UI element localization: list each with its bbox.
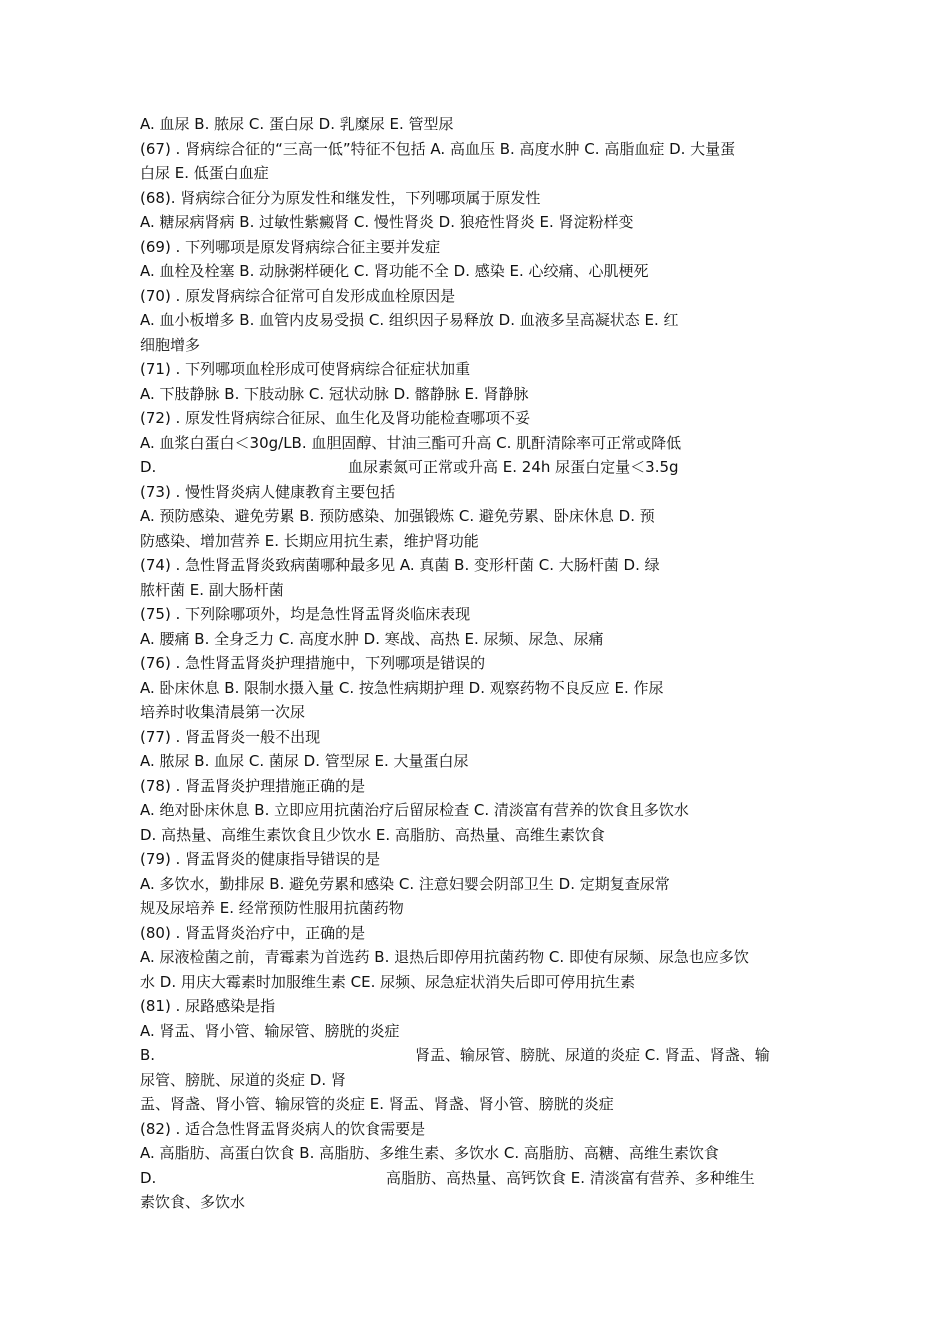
text-line: (69) . 下列哪项是原发肾病综合征主要并发症: [140, 237, 441, 256]
text-line: A. 卧床休息 B. 限制水摄入量 C. 按急性病期护理 D. 观察药物不良反应 E. 作尿: [140, 678, 664, 697]
text-line: A. 肾盂、肾小管、输尿管、膀胱的炎症: [140, 1021, 400, 1040]
text-line: (81) . 尿路感染是指: [140, 997, 276, 1015]
text-line: A. 尿液检菌之前，青霉素为首选药 B. 退热后即停用抗菌药物 C. 即使有尿频、尿急也应多饮: [140, 948, 749, 966]
text-line: A. 多饮水，勤排尿 B. 避免劳累和感染 C. 注意妇婴会阴部卫生 D. 定期复查尿常: [140, 874, 670, 893]
text-line: A. 下肢静脉 B. 下肢动脉 C. 冠状动脉 D. 髂静脉 E. 肾静脉: [140, 384, 529, 403]
text-line: (75) . 下列除哪项外，均是急性肾盂肾炎临床表现: [140, 605, 471, 623]
text-line: 脓杆菌 E. 副大肠杆菌: [140, 580, 284, 599]
text-line: 水 D. 用庆大霉素时加服维生素 CE. 尿频、尿急症状消失后即可停用抗生素: [140, 972, 636, 991]
text-line: (67) . 肾病综合征的“三高一低”特征不包括 A. 高血压 B. 高度水肿 C. 高脂血症 D. 大量蛋: [140, 139, 736, 158]
text-line: 规及尿培养 E. 经常预防性服用抗菌药物: [140, 899, 404, 917]
text-line: A. 脓尿 B. 血尿 C. 菌尿 D. 管型尿 E. 大量蛋白尿: [140, 752, 469, 770]
text-line: 盂、肾盏、肾小管、输尿管的炎症 E. 肾盂、肾盏、肾小管、膀胱的炎症: [140, 1095, 614, 1113]
text-line: A. 高脂肪、高蛋白饮食 B. 高脂肪、多维生素、多饮水 C. 高脂肪、高糖、高维生素饮食: [140, 1144, 719, 1162]
option-letter: B.: [140, 1046, 156, 1064]
option-text: 高脂肪、高热量、高钙饮食 E. 清淡富有营养、多种维生: [386, 1168, 755, 1187]
text-line: 细胞增多: [140, 335, 201, 354]
text-line: 白尿 E. 低蛋白血症: [140, 164, 269, 182]
text-line: A. 血浆白蛋白＜30g/LB. 血胆固醇、甘油三酯可升高 C. 肌酐清除率可正常或降低: [140, 433, 682, 452]
text-line: A. 血小板增多 B. 血管内皮易受损 C. 组织因子易释放 D. 血液多呈高凝状态 E. 红: [140, 311, 679, 329]
text-line: D. 高热量、高维生素饮食且少饮水 E. 高脂肪、高热量、高维生素饮食: [140, 825, 605, 844]
text-line: A. 血栓及栓塞 B. 动脉粥样硬化 C. 肾功能不全 D. 感染 E. 心绞痛、心肌梗死: [140, 262, 649, 280]
option-letter: D.: [140, 1168, 157, 1187]
text-line: (78) . 肾盂肾炎护理措施正确的是: [140, 776, 366, 795]
text-line: (73) . 慢性肾炎病人健康教育主要包括: [140, 482, 396, 501]
text-line: (76) . 急性肾盂肾炎护理措施中，下列哪项是错误的: [140, 654, 486, 672]
text-line: (80) . 肾盂肾炎治疗中，正确的是: [140, 923, 366, 942]
text-line: (71) . 下列哪项血栓形成可使肾病综合征症状加重: [140, 360, 471, 378]
text-line: 培养时收集清晨第一次尿: [140, 703, 306, 721]
text-line: (82) . 适合急性肾盂肾炎病人的饮食需要是: [140, 1119, 426, 1138]
text-line: 尿管、膀胱、尿道的炎症 D. 肾: [140, 1070, 346, 1089]
text-line: A. 血尿 B. 脓尿 C. 蛋白尿 D. 乳糜尿 E. 管型尿: [140, 115, 454, 133]
text-line: (72) . 原发性肾病综合征尿、血生化及肾功能检查哪项不妥: [140, 409, 531, 427]
text-line: 防感染、增加营养 E. 长期应用抗生素，维护肾功能: [140, 531, 479, 550]
option-letter: D.: [140, 458, 157, 476]
option-text: 肾盂、输尿管、膀胱、尿道的炎症 C. 肾盂、肾盏、输: [415, 1046, 770, 1064]
text-line: (77) . 肾盂肾炎一般不出现: [140, 727, 321, 746]
document-body: [140, 112, 820, 1215]
text-line: (70) . 原发肾病综合征常可自发形成血栓原因是: [140, 286, 456, 305]
option-text: 血尿素氮可正常或升高 E. 24h 尿蛋白定量＜3.5g: [348, 458, 679, 476]
text-line: [140, 1043, 820, 1068]
text-line: A. 预防感染、避免劳累 B. 预防感染、加强锻炼 C. 避免劳累、卧床休息 D. 预: [140, 507, 655, 525]
text-line: (74) . 急性肾盂肾炎致病菌哪种最多见 A. 真菌 B. 变形杆菌 C. 大肠杆菌 D. 绿: [140, 556, 660, 574]
text-line: (79) . 肾盂肾炎的健康指导错误的是: [140, 850, 381, 868]
text-line: [140, 1166, 820, 1191]
text-line: A. 糖尿病肾病 B. 过敏性紫癜肾 C. 慢性肾炎 D. 狼疮性肾炎 E. 肾淀粉样变: [140, 213, 634, 231]
text-line: [140, 455, 820, 480]
text-line: A. 绝对卧床休息 B. 立即应用抗菌治疗后留尿检查 C. 清淡富有营养的饮食且多饮水: [140, 801, 689, 819]
text-line: 素饮食、多饮水: [140, 1193, 246, 1211]
text-line: (68). 肾病综合征分为原发性和继发性，下列哪项属于原发性: [140, 188, 541, 207]
text-line: A. 腰痛 B. 全身乏力 C. 高度水肿 D. 寒战、高热 E. 尿频、尿急、尿痛: [140, 629, 604, 648]
